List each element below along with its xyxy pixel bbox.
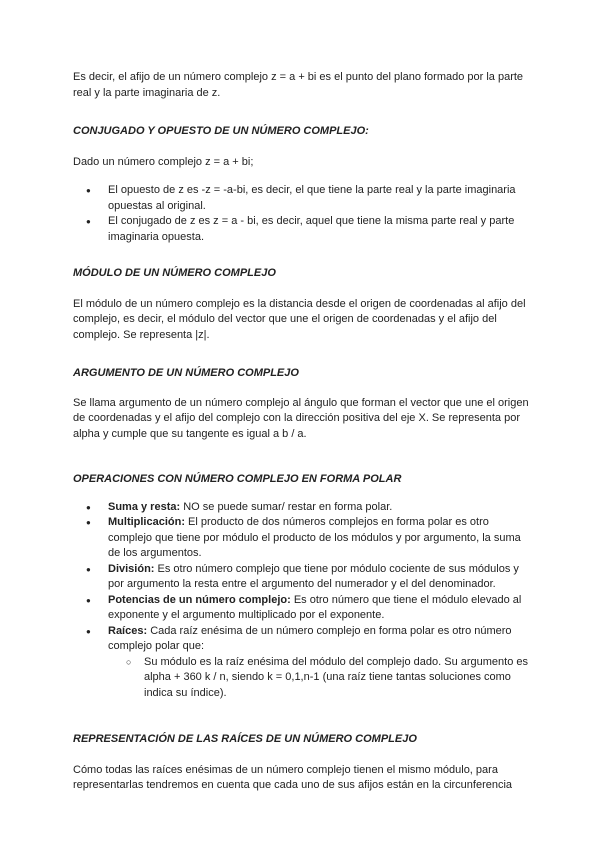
item-text: El producto de dos números complejos en forma polar es otro complejo que tiene por módulo el producto de los módulos y por argumento, la suma de los argumentos.: [108, 516, 521, 559]
item-text: NO se puede sumar/ restar en forma polar.: [180, 500, 393, 513]
intro-paragraph: Es decir, el afijo de un número complejo z = a + bi es el punto del plano formado por la parte real y la parte imaginaria de z.: [73, 71, 524, 99]
conjugado-lead: Dado un número complejo z = a + bi;: [73, 155, 254, 168]
argumento-heading: ARGUMENTO DE UN NÚMERO COMPLEJO: [73, 367, 299, 379]
list-item: [73, 515, 533, 562]
list-item: [73, 624, 533, 702]
list-item: ● El conjugado de z es z = a - bi, es decir, aquel que tiene la misma parte real y parte imaginaria opuesta.: [73, 214, 533, 245]
item-text: Es otro número complejo que tiene por módulo cociente de sus módulos y por argumento la resta entre el argumento del numerador y el del denominador.: [108, 562, 519, 590]
document-page: [73, 70, 533, 794]
item-text: Cada raíz enésima de un número complejo en forma polar es otro número complejo polar que:: [108, 624, 512, 652]
modulo-paragraph: El módulo de un número complejo es la distancia desde el origen de coordenadas al afijo del complejo, es decir, el módulo del vector que une el origen de coordenadas y el afijo del complejo. Se representa |z|.: [73, 297, 526, 341]
item-term: Multiplicación:: [108, 516, 185, 528]
conjugado-list: [73, 183, 533, 245]
operaciones-heading: OPERACIONES CON NÚMERO COMPLEJO EN FORMA POLAR: [73, 473, 402, 485]
argumento-paragraph: Se llama argumento de un número complejo al ángulo que forman el vector que une el origen de coordenadas y el afijo del complejo con la dirección positiva del eje X. Se representa por alpha y cumple que su tangente es igual a b / a.: [73, 396, 529, 440]
item-text: Es otro número que tiene el módulo elevado al exponente y el argumento multiplicado por el exponente.: [108, 593, 522, 621]
list-item: [73, 500, 533, 516]
item-term: División:: [108, 562, 155, 575]
sub-list-item: ○ Su módulo es la raíz enésima del módulo del complejo dado. Su argumento es alpha + 360 k / n, siendo k = 0,1,n-1 (una raíz tiene tantas soluciones como indica su índice).: [108, 655, 533, 702]
list-item: [73, 562, 533, 593]
modulo-heading: MÓDULO DE UN NÚMERO COMPLEJO: [73, 267, 276, 279]
representacion-paragraph: Cómo todas las raíces enésimas de un número complejo tienen el mismo módulo, para representarlas tendremos en cuenta que cada uno de sus afijos están en la circunferencia: [73, 763, 513, 791]
raices-sublist: [108, 655, 533, 702]
operaciones-list: [73, 500, 533, 702]
item-term: Raíces:: [108, 624, 148, 637]
list-item: [73, 593, 533, 624]
conjugado-heading: CONJUGADO Y OPUESTO DE UN NÚMERO COMPLEJO:: [73, 125, 369, 137]
item-term: Potencias de un número complejo:: [108, 593, 291, 606]
item-term: Suma y resta:: [108, 500, 181, 513]
list-item: ● El opuesto de z es -z = -a-bi, es decir, el que tiene la parte real y la parte imaginaria opuestas al original.: [73, 183, 533, 214]
representacion-heading: REPRESENTACIÓN DE LAS RAÍCES DE UN NÚMERO COMPLEJO: [73, 733, 417, 745]
